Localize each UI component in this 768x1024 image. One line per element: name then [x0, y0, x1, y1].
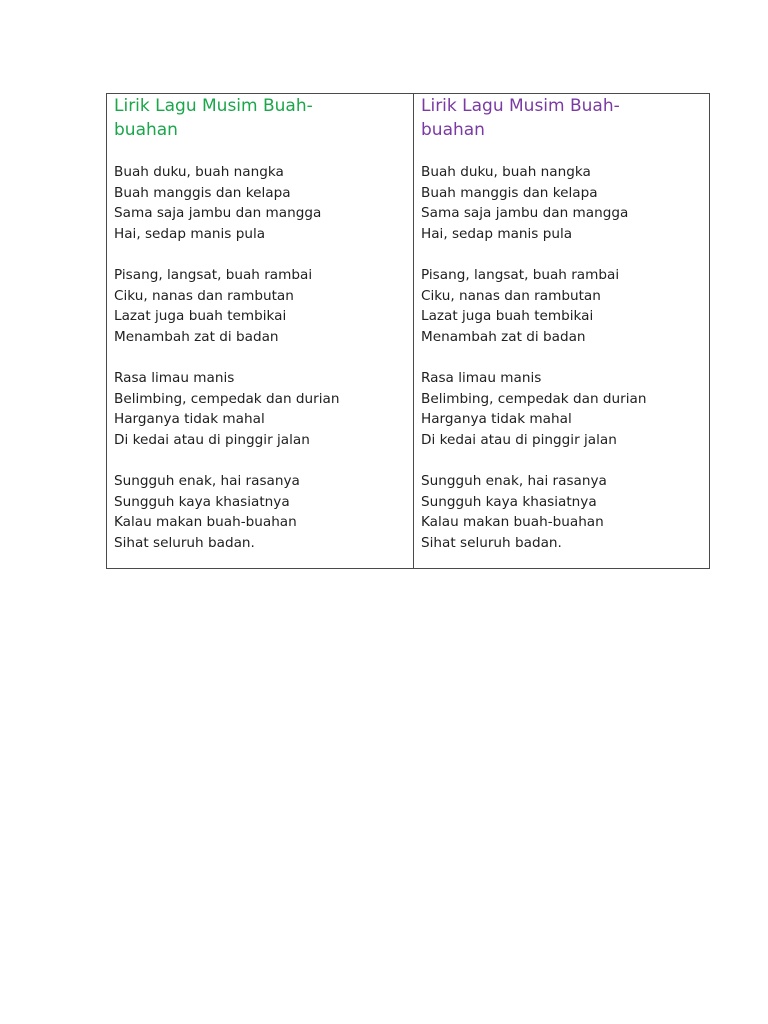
- lyric-line: Di kedai atau di pinggir jalan: [421, 431, 617, 448]
- lyric-line: Hai, sedap manis pula: [421, 225, 573, 242]
- lyric-line: Buah duku, buah nangka: [421, 164, 591, 180]
- lyric-line: Hai, sedap manis pula: [114, 225, 266, 242]
- lyric-line: Harganya tidak mahal: [114, 411, 265, 428]
- lyric-line: Pisang, langsat, buah rambai: [114, 266, 313, 283]
- lyric-line: Buah manggis dan kelapa: [114, 184, 291, 201]
- lyric-line: Sihat seluruh badan.: [421, 534, 562, 551]
- lyric-line: Belimbing, cempedak dan durian: [421, 390, 647, 407]
- stanza: [114, 471, 413, 553]
- song-title-line: Lirik Lagu Musim Buah-: [421, 96, 620, 116]
- song-title: [421, 94, 709, 142]
- song-title-line: buahan: [421, 120, 485, 140]
- lyrics-column: [414, 94, 709, 553]
- stanza-gap: [421, 244, 709, 265]
- lyric-line: Lazat juga buah tembikai: [114, 308, 287, 325]
- lyric-line: Kalau makan buah-buahan: [114, 514, 297, 531]
- lyric-line: Kalau makan buah-buahan: [421, 514, 604, 531]
- lyric-line: Harganya tidak mahal: [421, 411, 572, 428]
- song-title-line: Lirik Lagu Musim Buah-: [114, 96, 313, 116]
- lyric-line: Sungguh kaya khasiatnya: [421, 493, 597, 510]
- lyric-line: Sungguh kaya khasiatnya: [114, 493, 290, 510]
- lyric-line: Menambah zat di badan: [421, 328, 586, 345]
- lyric-line: Di kedai atau di pinggir jalan: [114, 431, 310, 448]
- stanza-gap: [114, 347, 413, 368]
- lyric-line: Ciku, nanas dan rambutan: [114, 287, 294, 304]
- lyric-line: Sama saja jambu dan mangga: [421, 205, 629, 222]
- lyric-line: Rasa limau manis: [114, 369, 235, 386]
- stanza: [421, 265, 709, 347]
- stanza: [421, 471, 709, 553]
- song-title: [114, 94, 413, 142]
- spacer: [114, 142, 413, 162]
- song-title-line: buahan: [114, 120, 178, 140]
- lyric-line: Sungguh enak, hai rasanya: [114, 472, 300, 489]
- lyric-line: Sama saja jambu dan mangga: [114, 205, 322, 222]
- stanza: [114, 368, 413, 450]
- stanza-list: [421, 162, 709, 553]
- lyrics-cell-left: [107, 94, 414, 569]
- lyric-line: Belimbing, cempedak dan durian: [114, 390, 340, 407]
- lyrics-column: [107, 94, 413, 553]
- lyrics-cell-right: [414, 94, 710, 569]
- stanza-gap: [421, 450, 709, 471]
- lyrics-table: [106, 93, 710, 569]
- stanza: [421, 162, 709, 244]
- lyric-line: Pisang, langsat, buah rambai: [421, 266, 620, 283]
- stanza-list: [114, 162, 413, 553]
- stanza-gap: [114, 450, 413, 471]
- stanza-gap: [114, 244, 413, 265]
- stanza: [114, 162, 413, 244]
- spacer: [421, 142, 709, 162]
- table-row: [107, 94, 710, 569]
- lyric-line: Menambah zat di badan: [114, 328, 279, 345]
- stanza-gap: [421, 347, 709, 368]
- stanza: [421, 368, 709, 450]
- lyric-line: Lazat juga buah tembikai: [421, 308, 594, 325]
- lyric-line: Ciku, nanas dan rambutan: [421, 287, 601, 304]
- lyric-line: Rasa limau manis: [421, 369, 542, 386]
- lyric-line: Sungguh enak, hai rasanya: [421, 472, 607, 489]
- stanza: [114, 265, 413, 347]
- lyric-line: Buah duku, buah nangka: [114, 164, 284, 180]
- lyric-line: Buah manggis dan kelapa: [421, 184, 598, 201]
- lyric-line: Sihat seluruh badan.: [114, 534, 255, 551]
